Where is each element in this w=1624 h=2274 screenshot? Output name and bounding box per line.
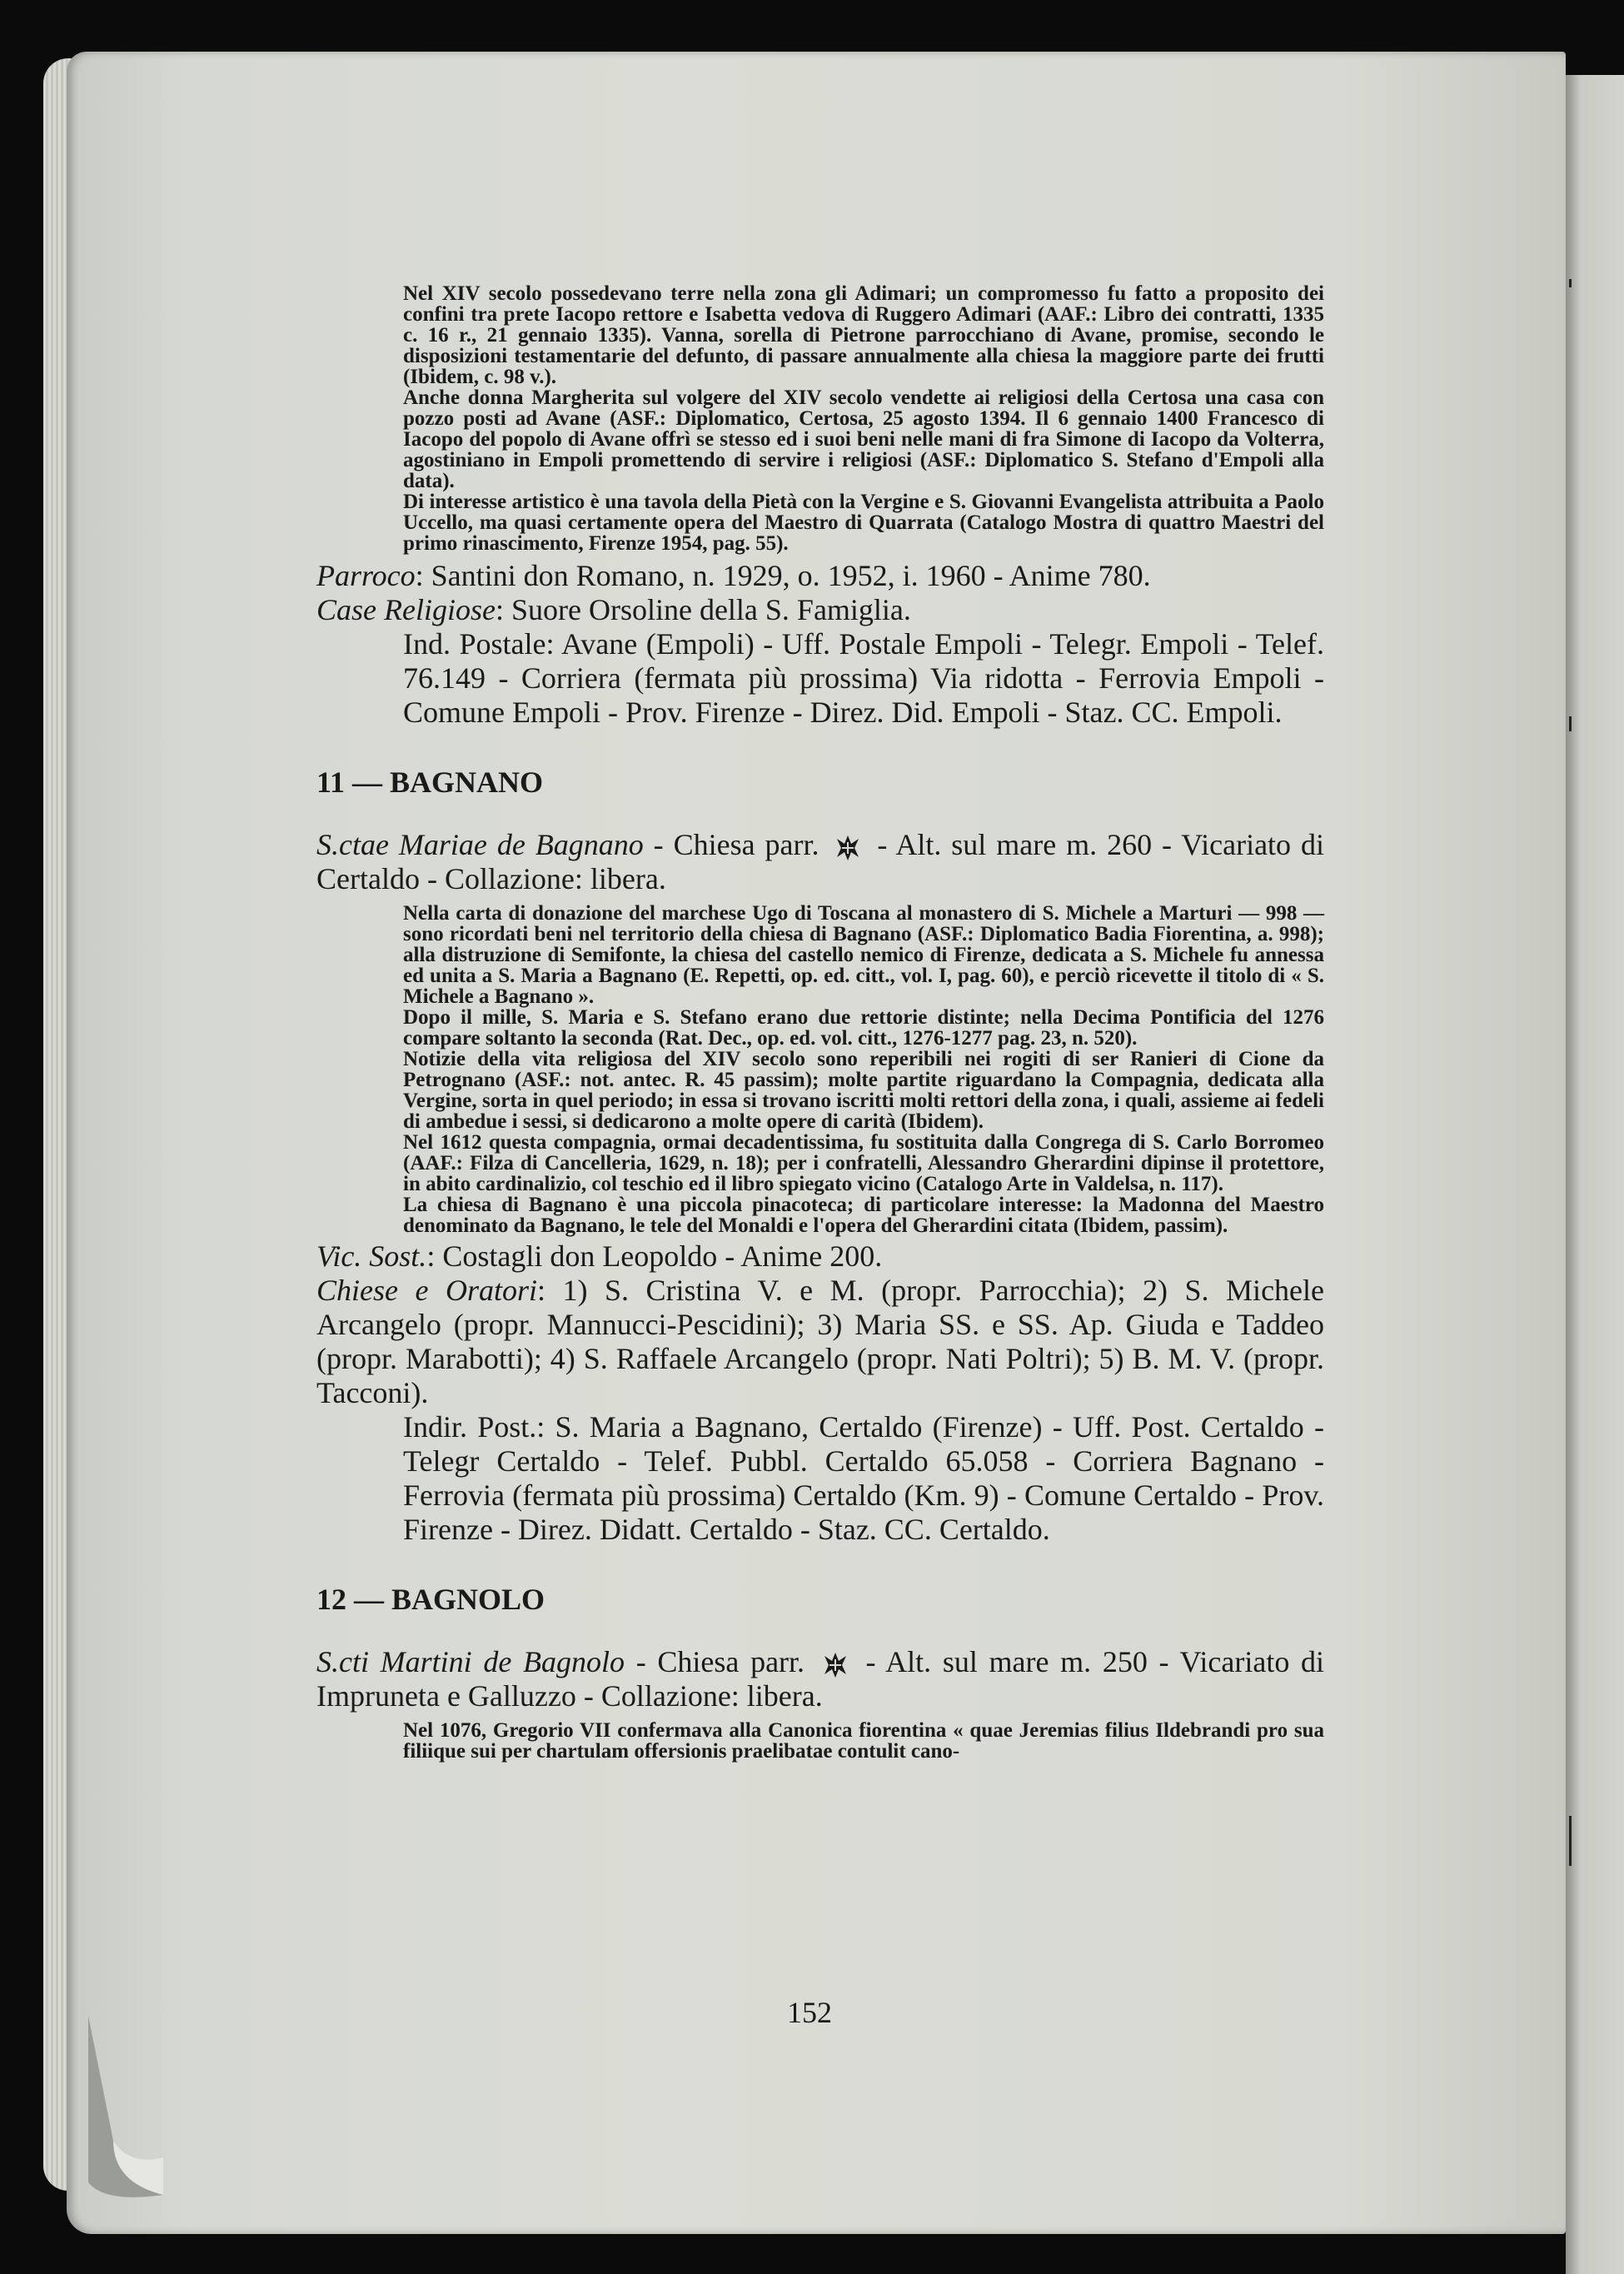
church-text-a: - Chiesa parr. bbox=[625, 1645, 805, 1678]
page-text bbox=[316, 283, 1324, 1762]
margin-mark bbox=[1569, 716, 1572, 731]
parroco-label: Parroco bbox=[316, 559, 416, 592]
church-latin-name: S.ctae Mariae de Bagnano bbox=[316, 828, 644, 861]
chiese-oratori-line bbox=[316, 1274, 1324, 1410]
note-paragraph: Nella carta di donazione del marchese Ugo di Toscana al monastero di S. Michele a Marturi — 998 — sono ricordati beni nel territorio della chiesa di Bagnano (ASF.: Diplomatico Badia Fiorentina, a. 998); alla distruzione di Semifonte, la chiesa del castello nemico di Firenze, dedicata a S. Michele fu annessa ed unita a S. Maria a Bagnano (E. Repetti, op. ed. citt., vol. I, pag. 60), e perciò ricevette il titolo di « S. Michele a Bagnano ». bbox=[403, 902, 1324, 1008]
avane-notes bbox=[316, 283, 1324, 554]
note-paragraph: Notizie della vita religiosa del XIV secolo sono reperibili nei rogiti di ser Ranieri di Cione da Petrognano (ASF.: not. antec. R. 45 passim); molte partite riguardano la Compagnia, dedicata alla Vergine, sorta in quel periodo; in essa si trovano iscritti molti rettori della zona, i quali, assieme ai fedeli di ambedue i sessi, si dedicarono a molte opere di carità (Ibidem). bbox=[403, 1048, 1324, 1133]
chiese-oratori-label: Chiese e Oratori bbox=[316, 1274, 537, 1307]
case-religiose-line bbox=[316, 593, 1324, 627]
bagnolo-church-line bbox=[316, 1645, 1324, 1713]
church-text-b: - Alt. sul mare m. 260 - Vicariato di Certaldo - Collazione: libera. bbox=[316, 828, 1325, 895]
note-paragraph: Anche donna Margherita sul volgere del XIV secolo vendette ai religiosi della Certosa una casa con pozzo posti ad Avane (ASF.: Diplomatico, Certosa, 25 agosto 1394. Il 6 gennaio 1400 Francesco di Iacopo del popolo di Avane offrì se stesso ed i suoi beni nelle mani di fra Simone di Iacopo da Volterra, agostiniano in Empoli promettendo di servire i religiosi (ASF.: Diplomatico S. Stefano d'Empoli alla data). bbox=[403, 386, 1324, 492]
margin-mark bbox=[1569, 279, 1572, 287]
cross-icon bbox=[834, 834, 862, 862]
chiese-oratori-text: : 1) S. Cristina V. e M. (propr. Parrocchia); 2) S. Michele Arcangelo (propr. Mannucci-Pescidini); 3) Maria SS. e SS. Ap. Giuda e Taddeo (propr. Marabotti); 4) S. Raffaele Arcangelo (propr. Nati Poltri); 5) B. M. V. (propr. Tacconi). bbox=[316, 1274, 1325, 1409]
case-religiose-label: Case Religiose bbox=[316, 593, 496, 626]
note-paragraph: Dopo il mille, S. Maria e S. Stefano erano due rettorie distinte; nella Decima Pontificia del 1276 compare soltanto la seconda (Rat. Dec., op. ed. vol. citt., 1276-1277 pag. 23, n. 520). bbox=[403, 1006, 1324, 1050]
note-paragraph: Di interesse artistico è una tavola della Pietà con la Vergine e S. Giovanni Evangelista attribuita a Paolo Uccello, ma quasi certamente opera del Maestro di Quarrata (Catalogo Mostra di quattro Maestri del primo rinascimento, Firenze 1954, pag. 55). bbox=[403, 491, 1324, 555]
note-paragraph: Nel XIV secolo possedevano terre nella zona gli Adimari; un compromesso fu fatto a proposito dei confini tra prete Iacopo rettore e Isabetta vedova di Ruggero Adimari (AAF.: Libro dei contratti, 1335 c. 16 r., 21 gennaio 1335). Vanna, sorella di Pietrone parrocchiano di Avane, promise, secondo le disposizioni testamentarie del defunto, di passare annualmente alla chiesa la maggiore parte dei frutti (Ibidem, c. 98 v.). bbox=[403, 282, 1324, 388]
cross-icon bbox=[821, 1651, 849, 1679]
note-paragraph: Nel 1076, Gregorio VII confermava alla Canonica fiorentina « quae Jeremias filius Ildebrandi pro sua filiique sui per chartulam offersionis praelibatae contulit cano- bbox=[403, 1719, 1324, 1763]
bagnano-church-line bbox=[316, 828, 1324, 896]
folded-corner bbox=[80, 2016, 172, 2207]
note-paragraph: Nel 1612 questa compagnia, ormai decadentissima, fu sostituita dalla Congrega di S. Carlo Borromeo (AAF.: Filza di Cancelleria, 1629, n. 18); per i confratelli, Alessandro Gherardini dipinse il protettore, in abito cardinalizio, col teschio ed il libro spiegato vicino (Catalogo Arte in Valdelsa, n. 117). bbox=[403, 1131, 1324, 1195]
parroco-line bbox=[316, 559, 1324, 593]
case-religiose-text: : Suore Orsoline della S. Famiglia. bbox=[495, 593, 911, 626]
margin-mark bbox=[1569, 1816, 1572, 1866]
next-page-edge bbox=[1566, 75, 1624, 2274]
page-number: 152 bbox=[787, 1996, 832, 2029]
section-heading-bagnano: 11 — BAGNANO bbox=[316, 765, 544, 799]
church-text-a: - Chiesa parr. bbox=[643, 828, 819, 861]
bagnolo-notes bbox=[316, 1720, 1324, 1762]
section-heading-bagnolo: 12 — BAGNOLO bbox=[316, 1583, 545, 1616]
church-text-b: - Alt. sul mare m. 250 - Vicariato di Impruneta e Galluzzo - Collazione: libera. bbox=[316, 1645, 1325, 1713]
vic-sost-label: Vic. Sost. bbox=[316, 1239, 427, 1273]
vic-sost-text: : Costagli don Leopoldo - Anime 200. bbox=[426, 1239, 883, 1273]
vic-sost-line bbox=[316, 1239, 1324, 1274]
avane-addresses: Ind. Postale: Avane (Empoli) - Uff. Postale Empoli - Telegr. Empoli - Telef. 76.149 - Corriera (fermata più prossima) Via ridotta - Ferrovia Empoli - Comune Empoli - Prov. Firenze - Direz. Did. Empoli - Staz. CC. Empoli. bbox=[403, 627, 1324, 729]
bagnano-addresses: Indir. Post.: S. Maria a Bagnano, Certaldo (Firenze) - Uff. Post. Certaldo - Telegr Certaldo - Telef. Pubbl. Certaldo 65.058 - Corriera Bagnano - Ferrovia (fermata più prossima) Certaldo (Km. 9) - Comune Certaldo - Prov. Firenze - Direz. Didatt. Certaldo - Staz. CC. Certaldo. bbox=[403, 1410, 1324, 1546]
church-latin-name: S.cti Martini de Bagnolo bbox=[316, 1645, 625, 1678]
note-paragraph: La chiesa di Bagnano è una piccola pinacoteca; di particolare interesse: la Madonna del Maestro denominato da Bagnano, le tele del Monaldi e l'opera del Gherardini citata (Ibidem, passim). bbox=[403, 1194, 1324, 1237]
bagnano-notes bbox=[316, 903, 1324, 1236]
parroco-text: : Santini don Romano, n. 1929, o. 1952, i. 1960 - Anime 780. bbox=[415, 559, 1151, 592]
